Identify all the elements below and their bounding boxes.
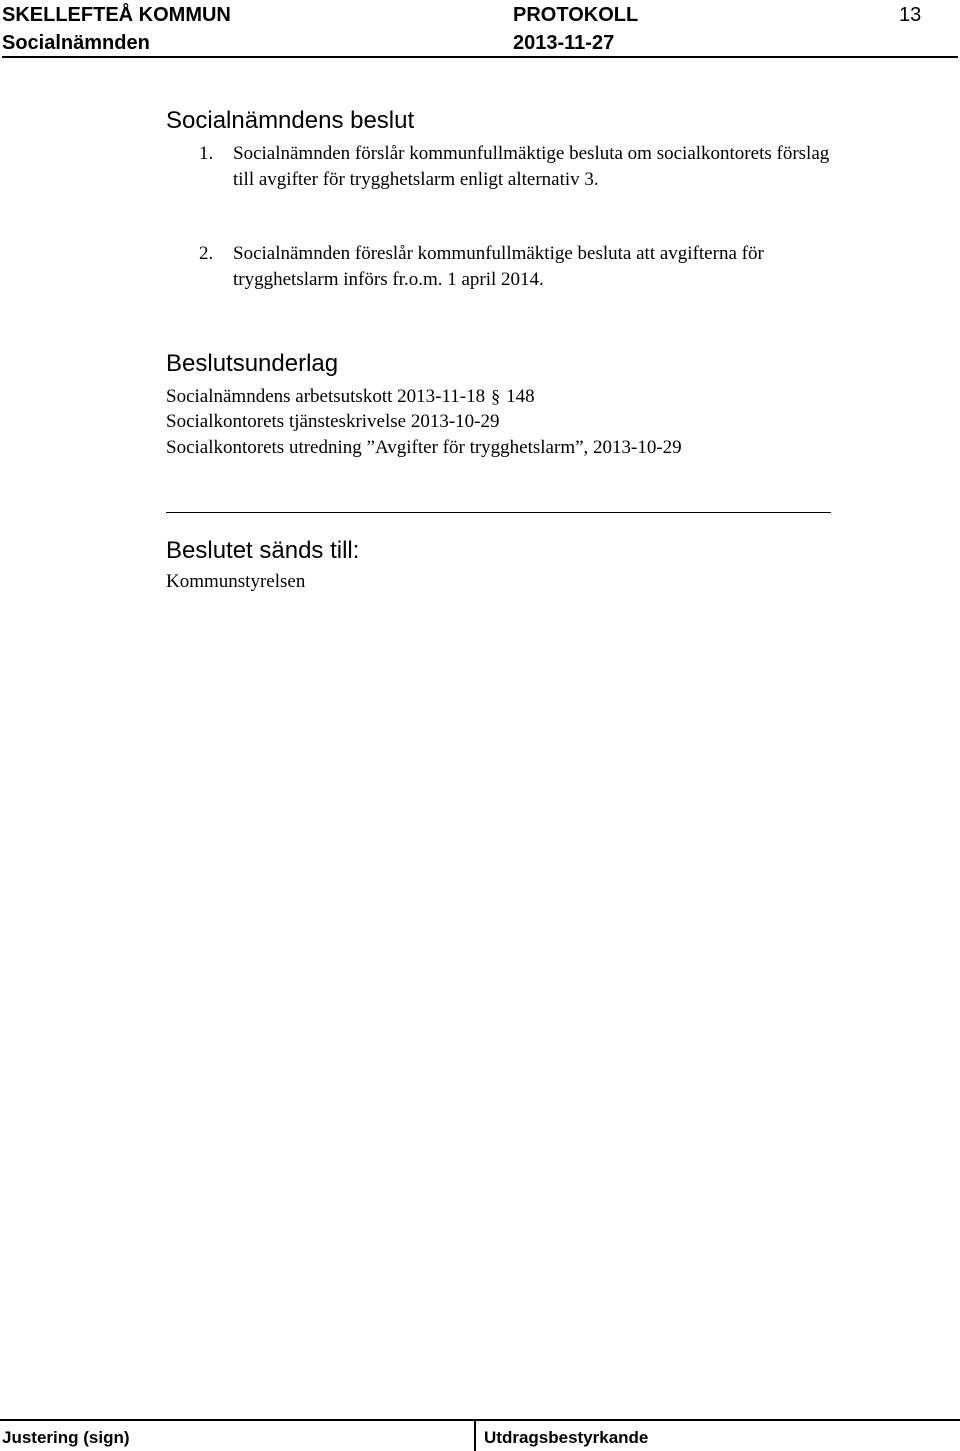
basis-line-1-number: 148 xyxy=(506,386,535,407)
decision-item-1-text: Socialnämnden förslår kommunfullmäktige besluta om socialkontorets förslag till avgifter för trygghetslarm enligt alternativ 3. xyxy=(233,143,830,190)
basis-line-3: Socialkontorets utredning ”Avgifter för trygghetslarm”, 2013-10-29 xyxy=(166,437,682,458)
basis-heading: Beslutsunderlag xyxy=(166,350,339,377)
decision-item-2-text: Socialnämnden föreslår kommunfullmäktige besluta att avgifterna för trygghetslarm införs fr.o.m. 1 april 2014. xyxy=(233,243,764,290)
section-sign: § xyxy=(491,386,501,406)
distribution-heading: Beslutet sänds till: xyxy=(166,537,360,564)
department-name: Socialnämnden xyxy=(2,32,150,54)
meeting-date: 2013-11-27 xyxy=(513,32,615,54)
document-type: PROTOKOLL xyxy=(513,4,639,26)
basis-line-1-text: Socialnämndens arbetsutskott 2013-11-18 xyxy=(166,386,486,407)
footer-divider xyxy=(474,1419,476,1451)
decision-heading: Socialnämndens beslut xyxy=(166,107,415,134)
decision-item-2-number: 2. xyxy=(199,243,214,264)
footer-justering: Justering (sign) xyxy=(2,1428,130,1447)
footer-rule xyxy=(0,1419,960,1421)
municipality-name: SKELLEFTEÅ KOMMUN xyxy=(2,4,231,26)
basis-line-2: Socialkontorets tjänsteskrivelse 2013-10-29 xyxy=(166,411,500,432)
basis-line-1 xyxy=(166,383,535,410)
footer-utdragsbestyrkande: Utdragsbestyrkande xyxy=(484,1428,649,1447)
distribution-recipient: Kommunstyrelsen xyxy=(166,571,306,592)
page-number: 13 xyxy=(899,4,922,26)
separator-rule xyxy=(166,512,831,513)
decision-item-1-number: 1. xyxy=(199,143,214,164)
header-rule xyxy=(2,56,958,58)
